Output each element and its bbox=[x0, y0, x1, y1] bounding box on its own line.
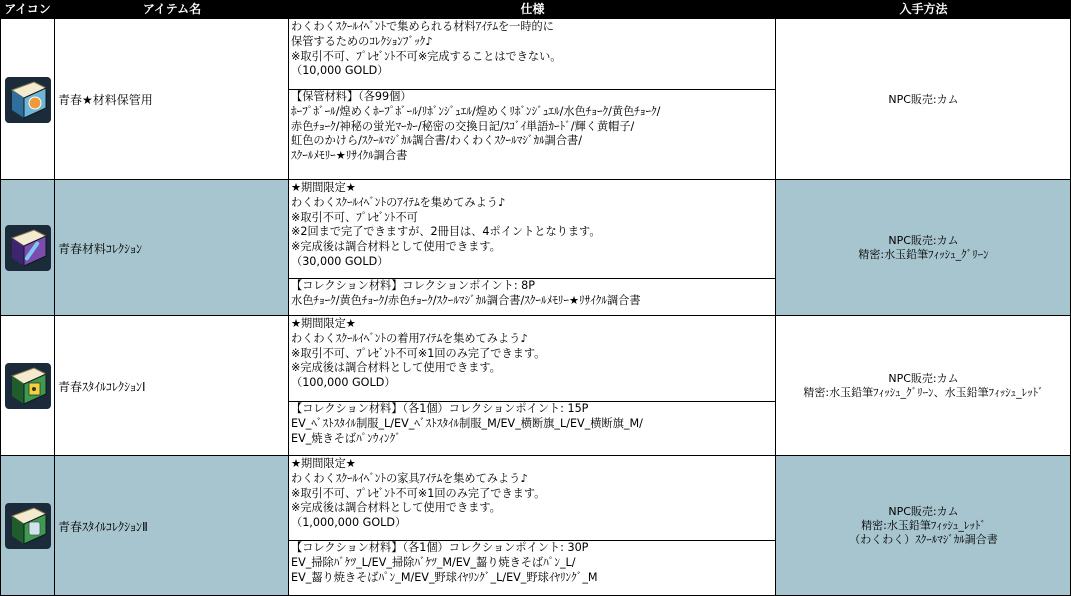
material-line: 【コレクション材料】コレクションポイント: 8P bbox=[291, 279, 536, 292]
spec-line: ※完成後は調合材料として使用できます。 bbox=[291, 240, 501, 254]
item-name: 青春ｽﾀｲﾙｺﾚｸｼｮﾝⅠ bbox=[58, 379, 146, 394]
header-icon-label: アイコン bbox=[4, 2, 51, 16]
header-spec-label: 仕様 bbox=[520, 2, 545, 16]
spec-line: （10,000 GOLD） bbox=[291, 64, 389, 78]
grid-line bbox=[288, 401, 776, 402]
header-name-label: アイテム名 bbox=[142, 2, 202, 16]
grid-line bbox=[0, 18, 1071, 19]
light-blue-book-with-orange-ball-icon bbox=[4, 76, 52, 124]
material-line: 赤色ﾁｮｰｸ/神秘の蛍光ﾏｰｶｰ/秘密の交換日記/ｽｺﾞｲ単語ｶｰﾄﾞ/輝く黄帽子/ bbox=[291, 119, 635, 133]
grid-line bbox=[0, 455, 1071, 456]
item-name: 青春★材料保管用 bbox=[58, 93, 153, 107]
material-line: 【コレクション材料】（各1個）コレクションポイント: 15P bbox=[291, 402, 589, 415]
grid-line bbox=[288, 540, 776, 541]
method-line: （わくわく）ｽｸｰﾙﾏｼﾞｶﾙ調合書 bbox=[849, 533, 998, 546]
header-method-label: 入手方法 bbox=[899, 2, 948, 16]
acquisition-method-cell bbox=[776, 456, 1071, 596]
spec-line: ★期間限定★ bbox=[291, 181, 356, 194]
method-line: NPC販売:カム bbox=[888, 92, 959, 106]
material-line: EV_掃除ﾊﾞｹﾂ_L/EV_掃除ﾊﾞｹﾂ_M/EV_齧り焼きそばﾊﾟﾝ_L/ bbox=[291, 555, 576, 569]
grid-line bbox=[0, 179, 1071, 180]
grid-line bbox=[0, 315, 1071, 316]
icon-cell bbox=[0, 19, 55, 180]
spec-line: ※2回まで完了できますが、2冊目は、4ポイントとなります。 bbox=[291, 225, 601, 239]
spec-line: ※取引不可、ﾌﾟﾚｾﾞﾝﾄ不可※1回のみ完了できます。 bbox=[291, 346, 546, 360]
material-line: 【保管材料】（各99個） bbox=[291, 90, 412, 103]
spec-description bbox=[289, 19, 776, 89]
spec-line: ※完成後は調合材料として使用できます。 bbox=[291, 361, 501, 375]
spec-line: （30,000 GOLD） bbox=[291, 254, 389, 268]
item-name: 青春ｽﾀｲﾙｺﾚｸｼｮﾝⅡ bbox=[58, 519, 148, 534]
method-line: 精密:水玉鉛筆ﾌｨｯｼｭ_ｸﾞﾘｰﾝ、水玉鉛筆ﾌｨｯｼｭ_ﾚｯﾄﾞ bbox=[803, 386, 1044, 399]
spec-line: わくわくｽｸｰﾙｲﾍﾞﾝﾄの着用ｱｲﾃﾑを集めてみよう♪ bbox=[291, 331, 528, 345]
spec-description bbox=[289, 316, 776, 401]
spec-line: ★期間限定★ bbox=[291, 317, 356, 330]
spec-line: ※完成後は調合材料として使用できます。 bbox=[291, 501, 501, 515]
grid-line bbox=[288, 18, 289, 596]
spec-line: わくわくｽｸｰﾙｲﾍﾞﾝﾄのｱｲﾃﾑを集めてみよう♪ bbox=[291, 195, 506, 209]
method-line: NPC販売:カム bbox=[888, 372, 959, 385]
spec-materials bbox=[289, 278, 776, 316]
grid-line bbox=[288, 278, 776, 279]
spec-line: （100,000 GOLD） bbox=[291, 376, 396, 390]
item-name-cell bbox=[55, 456, 289, 596]
header-spec bbox=[289, 0, 776, 18]
green-book-with-yellow-tag-icon bbox=[4, 362, 52, 410]
grid-line bbox=[288, 89, 776, 90]
grid-line bbox=[54, 18, 55, 596]
spec-materials bbox=[289, 540, 776, 596]
icon-cell bbox=[0, 316, 55, 456]
spec-line: ※取引不可、ﾌﾟﾚｾﾞﾝﾄ不可 bbox=[291, 210, 418, 224]
item-name: 青春材料ｺﾚｸｼｮﾝ bbox=[58, 241, 143, 256]
material-line: 虹色のかけら/ｽｸｰﾙﾏｼﾞｶﾙ調合書/わくわくｽｸｰﾙﾏｼﾞｶﾙ調合書/ bbox=[291, 134, 582, 148]
header-icon bbox=[0, 0, 55, 18]
material-line: ｽｸｰﾙﾒﾓﾘｰ★ﾘｻｲｸﾙ調合書 bbox=[291, 149, 408, 163]
material-line: 水色ﾁｮｰｸ/黄色ﾁｮｰｸ/赤色ﾁｮｰｸ/ｽｸｰﾙﾏｼﾞｶﾙ調合書/ｽｸｰﾙﾒﾓﾘｰ★ﾘｻｲｸﾙ調合書 bbox=[291, 293, 641, 307]
spec-description bbox=[289, 456, 776, 540]
spec-materials bbox=[289, 89, 776, 180]
purple-book-with-glow-stick-icon bbox=[4, 224, 52, 272]
icon-cell bbox=[0, 456, 55, 596]
spec-line: ※取引不可、ﾌﾟﾚｾﾞﾝﾄ不可※完成することはできない。 bbox=[291, 49, 562, 63]
method-line: 精密:水玉鉛筆ﾌｨｯｼｭ_ﾚｯﾄﾞ bbox=[861, 519, 986, 532]
spec-line: （1,000,000 GOLD） bbox=[291, 516, 407, 530]
spec-line: ※取引不可、ﾌﾟﾚｾﾞﾝﾄ不可※1回のみ完了できます。 bbox=[291, 486, 546, 500]
header-name bbox=[55, 0, 289, 18]
method-line: NPC販売:カム bbox=[888, 234, 959, 247]
item-name-cell bbox=[55, 316, 289, 456]
material-line: EV_焼きそばﾊﾟﾝｳｨﾝｸﾞ bbox=[291, 431, 401, 445]
acquisition-method-cell bbox=[776, 180, 1071, 316]
grid-line bbox=[775, 18, 776, 596]
item-name-cell bbox=[55, 180, 289, 316]
spec-description bbox=[289, 180, 776, 278]
spec-line: わくわくｽｸｰﾙｲﾍﾞﾝﾄで集められる材料ｱｲﾃﾑを一時的に bbox=[291, 20, 554, 33]
spec-line: 保管するためのｺﾚｸｼｮﾝﾌﾞｯｸ♪ bbox=[291, 34, 433, 48]
material-line: EV_齧り焼きそばﾊﾟﾝ_M/EV_野球ｲﾔﾘﾝｸﾞ_L/EV_野球ｲﾔﾘﾝｸﾞ_M bbox=[291, 570, 598, 584]
acquisition-method-cell bbox=[776, 316, 1071, 456]
method-line: NPC販売:カム bbox=[888, 505, 959, 518]
spec-line: わくわくｽｸｰﾙｲﾍﾞﾝﾄの家具ｱｲﾃﾑを集めてみよう♪ bbox=[291, 471, 528, 485]
green-book-with-bag-icon bbox=[4, 502, 52, 550]
icon-cell bbox=[0, 180, 55, 316]
spec-line: ★期間限定★ bbox=[291, 457, 356, 470]
method-line: 精密:水玉鉛筆ﾌｨｯｼｭ_ｸﾞﾘｰﾝ bbox=[858, 248, 989, 261]
header-method bbox=[776, 0, 1071, 18]
item-name-cell bbox=[55, 19, 289, 180]
acquisition-method-cell bbox=[776, 19, 1071, 180]
material-line: EV_ﾍﾞｽﾄｽﾀｲﾙ制服_L/EV_ﾍﾞｽﾄｽﾀｲﾙ制服_M/EV_横断旗_L/EV_横断旗_M/ bbox=[291, 416, 643, 430]
material-line: ﾎｰﾌﾟﾎﾞｰﾙ/煌めくﾎｰﾌﾟﾎﾞｰﾙ/ﾘﾎﾞﾝｼﾞｭｴﾙ/煌めくﾘﾎﾞﾝｼﾞｭｴﾙ/水色ﾁｮｰｸ/黄色ﾁｮｰｸ/ bbox=[291, 104, 661, 118]
grid-line bbox=[0, 18, 1, 596]
material-line: 【コレクション材料】（各1個）コレクションポイント: 30P bbox=[291, 541, 589, 554]
spec-materials bbox=[289, 401, 776, 456]
